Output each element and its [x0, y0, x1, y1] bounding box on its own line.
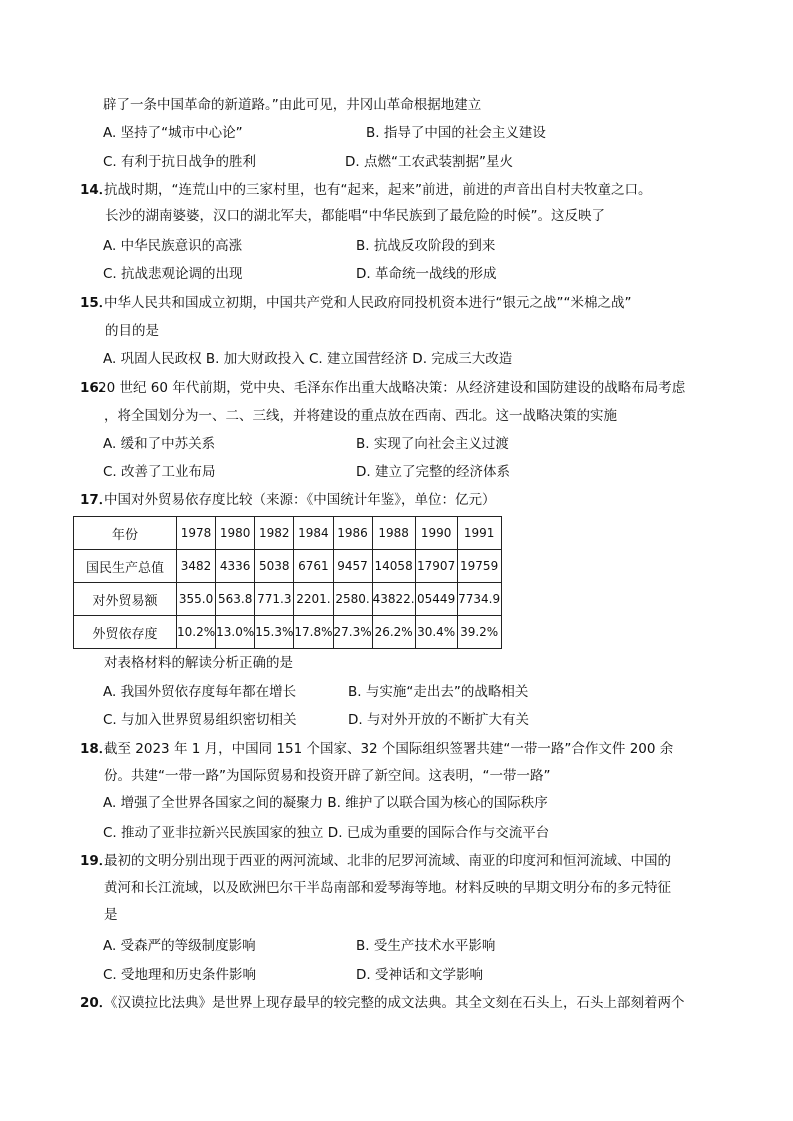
q17-question: 对表格材料的解读分析正确的是	[104, 655, 293, 671]
q14-option-c[interactable]: C. 抗战悲观论调的出现	[103, 266, 243, 282]
table-cell: 1980	[216, 517, 255, 550]
table-row-label: 对外贸易额	[74, 583, 177, 616]
table-cell: 1986	[333, 517, 372, 550]
q19-option-d[interactable]: D. 受神话和文学影响	[356, 967, 483, 983]
q13-option-c[interactable]: C. 有利于抗日战争的胜利	[103, 154, 257, 170]
table-cell: 1988	[372, 517, 415, 550]
q15-options[interactable]: A. 巩固人民政权 B. 加大财政投入 C. 建立国营经济 D. 完成三大改造	[103, 351, 513, 367]
q13-option-a[interactable]: A. 坚持了“城市中心论”	[103, 125, 243, 141]
table-cell: 771.3	[255, 583, 294, 616]
table-cell: 14058	[372, 550, 415, 583]
q16-stem-line1: 20 世纪 60 年代前期，党中央、毛泽东作出重大战略决策：从经济建设和国防建设的战略布局考虑	[98, 380, 686, 396]
q14-stem-line1: 抗战时期，“连荒山中的三家村里，也有“起来，起来”前进，前进的声音出自村夫牧童之口。	[104, 182, 652, 198]
q14-option-d[interactable]: D. 革命统一战线的形成	[356, 266, 497, 282]
table-cell: 10.2%	[177, 616, 216, 649]
table-cell: 2201.	[294, 583, 333, 616]
table-row	[74, 583, 502, 616]
q18-options-line2[interactable]: C. 推动了亚非拉新兴民族国家的独立 D. 已成为重要的国际合作与交流平台	[103, 825, 550, 841]
q17-number: 17．	[80, 492, 113, 508]
table-cell: 30.4%	[415, 616, 457, 649]
q15-stem-line1: 中华人民共和国成立初期，中国共产党和人民政府同投机资本进行“银元之战”“米棉之战”	[104, 295, 632, 311]
table-cell: 6761	[294, 550, 333, 583]
q20-number: 20．	[80, 995, 113, 1011]
q16-option-b[interactable]: B. 实现了向社会主义过渡	[356, 436, 509, 452]
table-cell: 3482	[177, 550, 216, 583]
table-cell: 15.3%	[255, 616, 294, 649]
table-cell: 1991	[457, 517, 501, 550]
q16-option-d[interactable]: D. 建立了完整的经济体系	[356, 464, 510, 480]
table-cell: 5038	[255, 550, 294, 583]
table-cell: 1984	[294, 517, 333, 550]
table-cell: 17907	[415, 550, 457, 583]
q18-number: 18．	[80, 741, 113, 757]
table-cell: 2580.	[333, 583, 372, 616]
q14-stem-line2: 长沙的湖南婆婆，汉口的湖北军夫，都能唱“中华民族到了最危险的时候”。这反映了	[105, 208, 605, 224]
table-cell: 19759	[457, 550, 501, 583]
q13-stem-tail: 辟了一条中国革命的新道路。”由此可见，井冈山革命根据地建立	[103, 97, 482, 113]
q17-option-c[interactable]: C. 与加入世界贸易组织密切相关	[103, 712, 297, 728]
q18-stem-line1: 截至 2023 年 1 月，中国同 151 个国家、32 个国际组织签署共建“一带一路”合作文件 200 余	[104, 741, 674, 757]
q18-stem-line2: 份。共建“一带一路”为国际贸易和投资开辟了新空间。这表明，“一带一路”	[104, 768, 551, 784]
q17-title: 中国对外贸易依存度比较（来源：《中国统计年鉴》，单位：亿元）	[104, 492, 496, 508]
q18-options-line1[interactable]: A. 增强了全世界各国家之间的凝聚力 B. 维护了以联合国为核心的国际秩序	[103, 795, 548, 811]
table-cell: 1982	[255, 517, 294, 550]
table-cell: 9457	[333, 550, 372, 583]
table-cell: 13.0%	[216, 616, 255, 649]
table-cell: 1990	[415, 517, 457, 550]
q17-option-d[interactable]: D. 与对外开放的不断扩大有关	[348, 712, 529, 728]
q19-stem-line3: 是	[104, 907, 118, 923]
q19-stem-line2: 黄河和长江流域，以及欧洲巴尔干半岛南部和爱琴海等地。材料反映的早期文明分布的多元特征	[104, 880, 671, 896]
q13-option-b[interactable]: B. 指导了中国的社会主义建设	[366, 125, 546, 141]
q19-option-b[interactable]: B. 受生产技术水平影响	[356, 938, 496, 954]
table-cell: 26.2%	[372, 616, 415, 649]
table-cell: 4336	[216, 550, 255, 583]
table-row	[74, 517, 502, 550]
table-row	[74, 550, 502, 583]
table-row	[74, 616, 502, 649]
q14-option-a[interactable]: A. 中华民族意识的高涨	[103, 238, 243, 254]
q17-option-b[interactable]: B. 与实施“走出去”的战略相关	[348, 684, 529, 700]
table-cell: 355.0	[177, 583, 216, 616]
table-row-label: 外贸依存度	[74, 616, 177, 649]
q13-option-d[interactable]: D. 点燃“工农武装割据”星火	[345, 154, 513, 170]
q14-option-b[interactable]: B. 抗战反攻阶段的到来	[356, 238, 496, 254]
table-cell: 43822.	[372, 583, 415, 616]
q19-stem-line1: 最初的文明分别出现于西亚的两河流域、北非的尼罗河流域、南亚的印度河和恒河流域、中国的	[104, 853, 671, 869]
q14-number: 14．	[80, 182, 113, 198]
table-cell: 27.3%	[333, 616, 372, 649]
table-cell: 1978	[177, 517, 216, 550]
q16-option-a[interactable]: A. 缓和了中苏关系	[103, 436, 216, 452]
q15-stem-line2: 的目的是	[105, 323, 159, 339]
table-row-label: 年份	[74, 517, 177, 550]
trade-dependency-table	[73, 516, 502, 649]
q19-number: 19．	[80, 853, 113, 869]
table-row-label: 国民生产总值	[74, 550, 177, 583]
table-cell: 563.8	[216, 583, 255, 616]
q19-option-c[interactable]: C. 受地理和历史条件影响	[103, 967, 257, 983]
q20-stem-line1: 《汉谟拉比法典》是世界上现存最早的较完整的成文法典。其全文刻在石头上，石头上部刻着两个	[104, 995, 685, 1011]
q17-option-a[interactable]: A. 我国外贸依存度每年都在增长	[103, 684, 297, 700]
table-cell: 7734.9	[457, 583, 501, 616]
q15-number: 15．	[80, 295, 113, 311]
q16-number: 16.	[80, 380, 104, 396]
q19-option-a[interactable]: A. 受森严的等级制度影响	[103, 938, 256, 954]
table-cell: 39.2%	[457, 616, 501, 649]
q16-stem-line2: ，将全国划分为一、二、三线，并将建设的重点放在西南、西北。这一战略决策的实施	[104, 408, 617, 424]
table-cell: 05449	[415, 583, 457, 616]
q16-option-c[interactable]: C. 改善了工业布局	[103, 464, 216, 480]
table-cell: 17.8%	[294, 616, 333, 649]
